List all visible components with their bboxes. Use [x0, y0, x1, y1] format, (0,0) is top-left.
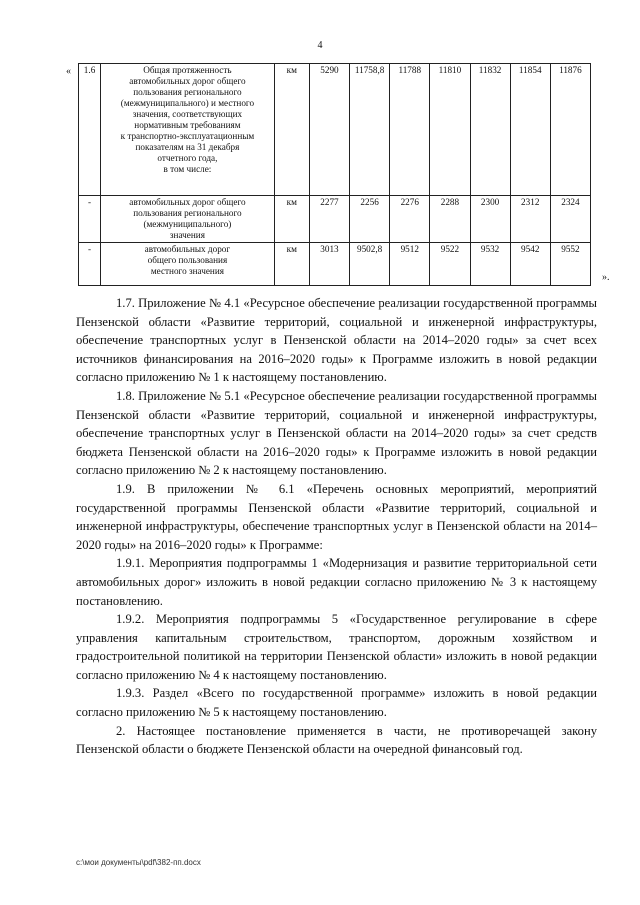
indicator-name-cell: Общая протяженность автомобильных дорог общего пользования регионального (межмуниципального) и местного значения, соответствующих нормативным требованиям к транспортно-эксплуатационным показателям на 31 декабря отчетного года, в том числе: — [101, 64, 275, 196]
value-cell: 2288 — [430, 196, 470, 243]
paragraph-1-9: 1.9. В приложении № 6.1 «Перечень основных мероприятий, мероприятий государственной программы Пензенской области «Развитие территорий, социальной и инженерной инфраструктуры, обеспечение транспортных услуг в Пензенской области на 2014–2020 годы» на 2016–2020 годы» к Программе: — [76, 481, 597, 552]
indicator-name-cell: автомобильных дорог общего пользования местного значения — [101, 243, 275, 286]
value-cell: 11758,8 — [350, 64, 390, 196]
row-number-cell: - — [79, 243, 101, 286]
value-cell: 11832 — [470, 64, 510, 196]
value-cell: 11876 — [550, 64, 590, 196]
paragraph-1-9-3: 1.9.3. Раздел «Всего по государственной программе» изложить в новой редакции согласно приложению № 5 к настоящему постановлению. — [76, 686, 597, 720]
unit-cell: км — [274, 196, 309, 243]
closing-quote-mark: ». — [602, 272, 610, 283]
paragraph-1-9-1: 1.9.1. Мероприятия подпрограммы 1 «Модернизация и развитие территориальной сети автомобильных дорог» изложить в новой редакции согласно приложению № 3 к настоящему постановлению. — [76, 556, 597, 608]
row-number-cell: - — [79, 196, 101, 243]
unit-cell: км — [274, 243, 309, 286]
table-row — [79, 243, 591, 286]
paragraph-1-8: 1.8. Приложение № 5.1 «Ресурсное обеспечение реализации государственной программы Пензенской области «Развитие территорий, социальной и инженерной инфраструктуры, обеспечение транспортных услуг в Пензенской области на 2014–2020 годы» за счет средств бюджета Пензенской области на 2016–2020 годы» к Программе изложить в новой редакции согласно приложению № 2 к настоящему постановлению. — [76, 388, 597, 478]
value-cell: 9542 — [510, 243, 550, 286]
value-cell: 11810 — [430, 64, 470, 196]
value-cell: 5290 — [309, 64, 349, 196]
file-path-footer: c:\мои документы\pdf\382-пп.docx — [76, 858, 201, 867]
page-number: 4 — [317, 40, 323, 51]
opening-quote-mark: « — [66, 66, 71, 77]
value-cell: 2312 — [510, 196, 550, 243]
indicator-name-cell: автомобильных дорог общего пользования регионального (межмуниципального) значения — [101, 196, 275, 243]
paragraph-2: 2. Настоящее постановление применяется в части, не противоречащей закону Пензенской области о бюджете Пензенской области на очередной финансовый год. — [76, 723, 597, 757]
row-number-cell: 1.6 — [79, 64, 101, 196]
value-cell: 2324 — [550, 196, 590, 243]
unit-cell: км — [274, 64, 309, 196]
document-body — [76, 294, 597, 759]
paragraph-1-9-2: 1.9.2. Мероприятия подпрограммы 5 «Государственное регулирование в сфере управления капитальным строительством, транспортом, дорожным хозяйством и градостроительной политикой на территории Пензенской области» изложить в новой редакции согласно приложению № 4 к настоящему постановлению. — [76, 612, 597, 682]
indicators-table — [78, 63, 591, 286]
table-row — [79, 196, 591, 243]
value-cell: 2256 — [350, 196, 390, 243]
value-cell: 9502,8 — [350, 243, 390, 286]
value-cell: 2277 — [309, 196, 349, 243]
value-cell: 9522 — [430, 243, 470, 286]
value-cell: 9552 — [550, 243, 590, 286]
value-cell: 11854 — [510, 64, 550, 196]
value-cell: 9512 — [390, 243, 430, 286]
value-cell: 2276 — [390, 196, 430, 243]
value-cell: 2300 — [470, 196, 510, 243]
table-row — [79, 64, 591, 196]
value-cell: 9532 — [470, 243, 510, 286]
value-cell: 11788 — [390, 64, 430, 196]
paragraph-1-7: 1.7. Приложение № 4.1 «Ресурсное обеспечение реализации государственной программы Пензенской области «Развитие территорий, социальной и инженерной инфраструктуры, обеспечение транспортных услуг в Пензенской области на 2014–2020 годы» за счет всех источников финансирования на 2016–2020 годы» к Программе изложить в новой редакции согласно приложению № 1 к настоящему постановлению. — [76, 296, 597, 385]
value-cell: 3013 — [309, 243, 349, 286]
